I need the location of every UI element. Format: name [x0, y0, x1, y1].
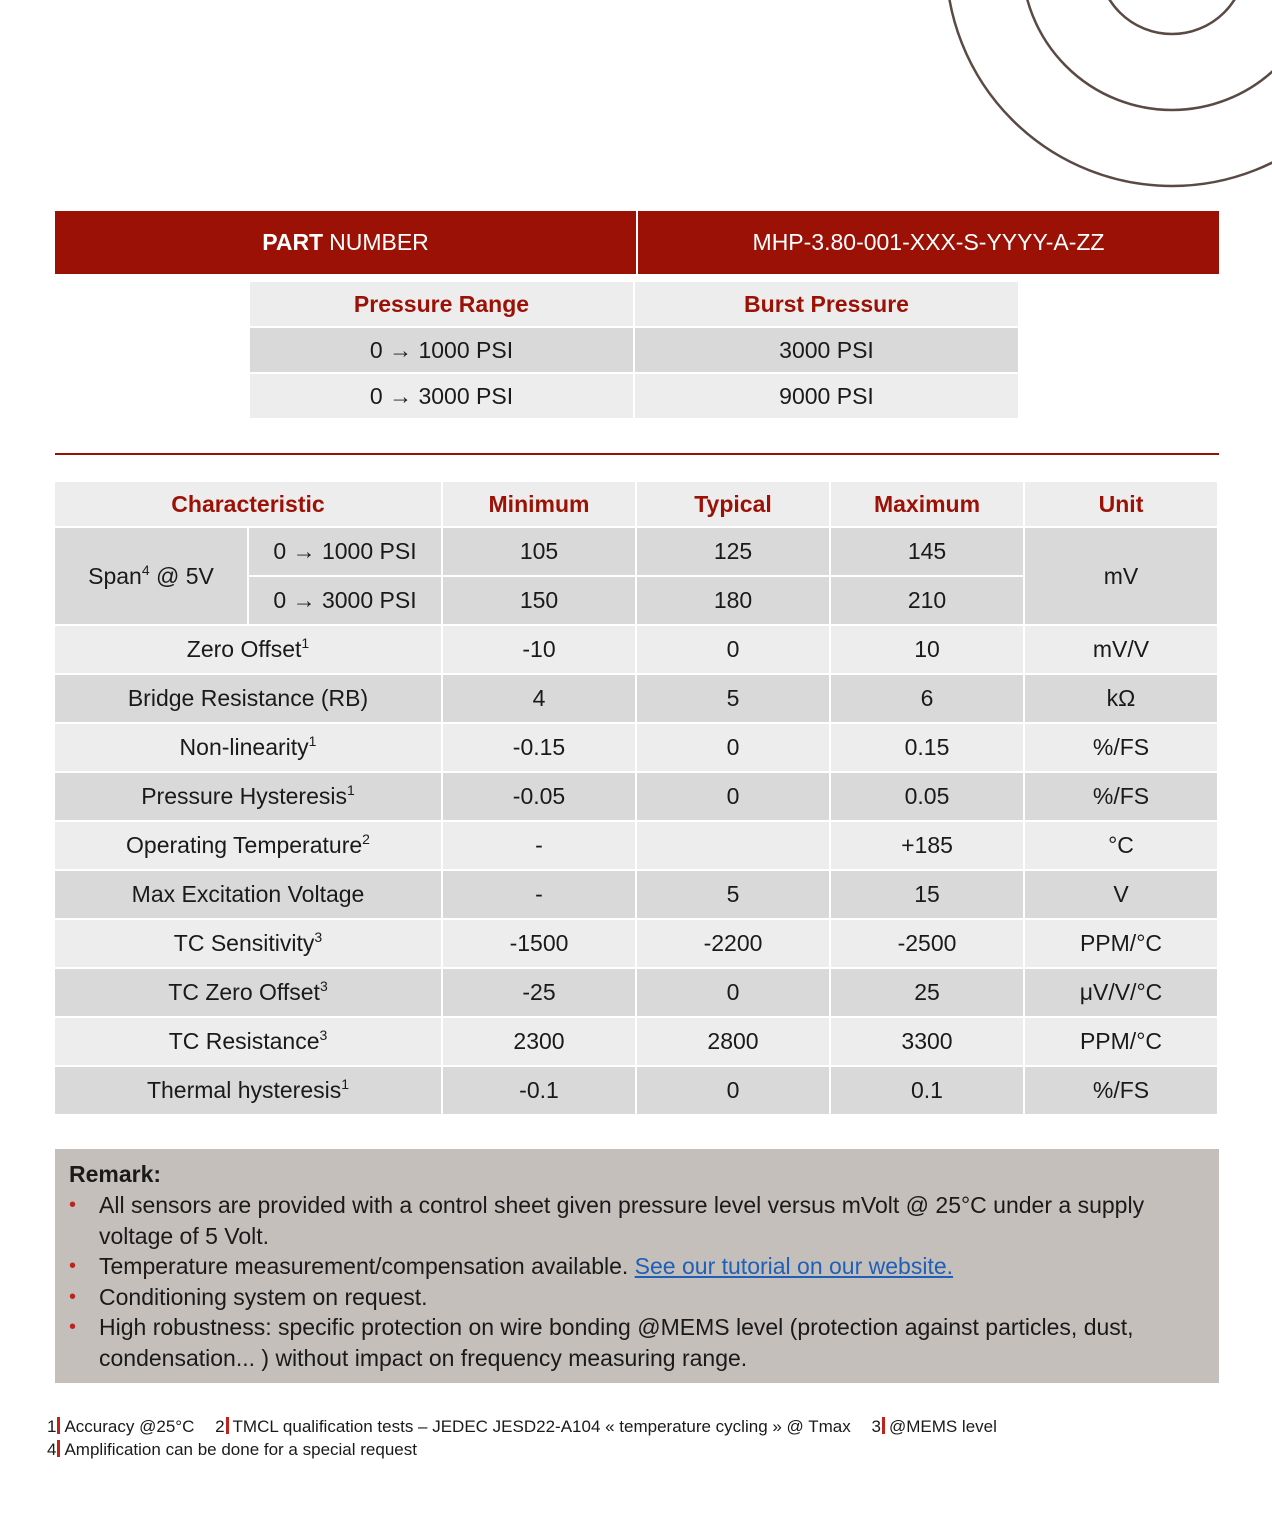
table-row: [55, 626, 1217, 673]
unit-cell: PPM/°C: [1025, 1018, 1217, 1065]
footnote-number: 3: [871, 1417, 881, 1436]
span-label: [55, 528, 247, 624]
footnote-bar: [882, 1417, 885, 1434]
footnote-ref: 3: [314, 929, 323, 945]
section-divider: [55, 453, 1219, 455]
characteristic-text: Bridge Resistance (RB): [127, 685, 369, 711]
footnote-text: Amplification can be done for a special request: [64, 1440, 417, 1459]
pressure-range-cell: 0 → 1000 PSI: [250, 328, 633, 372]
typ-cell: [637, 822, 829, 869]
pressure-table-row: [250, 374, 1018, 418]
characteristic-text: Non-linearity: [179, 734, 309, 760]
typ-cell: 5: [637, 871, 829, 918]
characteristic-name: [55, 871, 441, 918]
footnote-1: [47, 1417, 194, 1436]
span-max-cell: 210: [831, 577, 1023, 624]
footnote-4: [47, 1440, 417, 1459]
footnote-ref: 3: [319, 1027, 328, 1043]
unit-cell: PPM/°C: [1025, 920, 1217, 967]
typ-cell: 0: [637, 724, 829, 771]
part-number-label: [55, 211, 636, 274]
span-range-cell: 0 → 1000 PSI: [249, 528, 441, 575]
span-typ-cell: 125: [637, 528, 829, 575]
max-cell: 25: [831, 969, 1023, 1016]
footnote-2: [215, 1417, 851, 1436]
typ-cell: 0: [637, 969, 829, 1016]
min-cell: -: [443, 871, 635, 918]
characteristic-name: [55, 675, 441, 722]
part-number-label-bold: PART: [262, 229, 324, 255]
remark-text: Conditioning system on request.: [99, 1283, 428, 1310]
unit-cell: kΩ: [1025, 675, 1217, 722]
characteristic-name: [55, 724, 441, 771]
bullet-icon: •: [69, 1316, 77, 1338]
footnote-ref: 1: [341, 1076, 350, 1092]
span-label-text: Span: [88, 562, 142, 589]
footnote-ref: 2: [362, 831, 370, 847]
remark-text: Temperature measurement/compensation available.: [99, 1253, 635, 1279]
pressure-table-row: [250, 328, 1018, 372]
part-number-value: MHP-3.80-001-XXX-S-YYYY-A-ZZ: [638, 211, 1219, 274]
span-typ-cell: 180: [637, 577, 829, 624]
characteristic-name: [55, 626, 441, 673]
typical-header: Typical: [637, 482, 829, 526]
table-row: [55, 1018, 1217, 1065]
footnote-ref: 1: [308, 733, 317, 749]
part-number-label-rest: NUMBER: [329, 229, 429, 255]
characteristic-name: [55, 1018, 441, 1065]
table-row: [55, 724, 1217, 771]
min-cell: -1500: [443, 920, 635, 967]
max-cell: 10: [831, 626, 1023, 673]
unit-cell: V: [1025, 871, 1217, 918]
characteristic-text: TC Resistance: [168, 1028, 320, 1054]
characteristic-name: [55, 920, 441, 967]
table-row: [55, 871, 1217, 918]
decorative-arc-inner: [1098, 0, 1246, 34]
characteristic-text: Thermal hysteresis: [146, 1077, 342, 1103]
table-row: [55, 773, 1217, 820]
characteristic-name: [55, 773, 441, 820]
tutorial-link[interactable]: See our tutorial on our website.: [634, 1253, 954, 1279]
maximum-header: Maximum: [831, 482, 1023, 526]
max-cell: 0.15: [831, 724, 1023, 771]
table-row: [55, 969, 1217, 1016]
table-row: [55, 822, 1217, 869]
footnote-line: [47, 1438, 1013, 1461]
footnote-ref: 3: [319, 978, 328, 994]
span-min-cell: 105: [443, 528, 635, 575]
remark-box: [55, 1149, 1219, 1383]
typ-cell: 2800: [637, 1018, 829, 1065]
max-cell: 3300: [831, 1018, 1023, 1065]
footnote-number: 2: [215, 1417, 225, 1436]
footnote-text: Accuracy @25°C: [64, 1417, 195, 1436]
remark-item: [69, 1282, 1205, 1313]
minimum-header: Minimum: [443, 482, 635, 526]
burst-pressure-cell: 9000 PSI: [635, 374, 1018, 418]
remark-item: [69, 1190, 1205, 1251]
footnote-text: @MEMS level: [888, 1417, 997, 1436]
remark-item: [69, 1251, 1205, 1282]
characteristic-text: Zero Offset: [186, 636, 302, 662]
remark-list: [69, 1190, 1205, 1373]
span-label-suffix: @ 5V: [149, 562, 214, 589]
remark-title: Remark:: [69, 1161, 162, 1187]
characteristics-header: [55, 482, 1217, 526]
max-cell: +185: [831, 822, 1023, 869]
pressure-range-cell: 0 → 3000 PSI: [250, 374, 633, 418]
min-cell: -10: [443, 626, 635, 673]
unit-cell: %/FS: [1025, 1067, 1217, 1114]
unit-cell: %/FS: [1025, 724, 1217, 771]
characteristics-table: [53, 480, 1219, 1116]
pressure-table-header: [250, 282, 1018, 326]
burst-pressure-cell: 3000 PSI: [635, 328, 1018, 372]
pressure-range-header: Pressure Range: [250, 282, 633, 326]
typ-cell: 5: [637, 675, 829, 722]
decorative-arcs: [0, 0, 1272, 200]
remark-text: All sensors are provided with a control sheet given pressure level versus mVolt @ 25°C under a supply voltage of 5 Volt.: [99, 1192, 1145, 1249]
min-cell: -: [443, 822, 635, 869]
span-min-cell: 150: [443, 577, 635, 624]
bullet-icon: •: [69, 1285, 77, 1308]
footnotes: [47, 1415, 1013, 1461]
unit-cell: mV/V: [1025, 626, 1217, 673]
max-cell: -2500: [831, 920, 1023, 967]
min-cell: -0.15: [443, 724, 635, 771]
typ-cell: 0: [637, 626, 829, 673]
bullet-icon: •: [69, 1255, 77, 1277]
max-cell: 15: [831, 871, 1023, 918]
max-cell: 0.05: [831, 773, 1023, 820]
footnote-ref: 1: [346, 782, 355, 798]
characteristic-name: [55, 969, 441, 1016]
footnote-number: 1: [47, 1417, 57, 1436]
min-cell: -0.1: [443, 1067, 635, 1114]
span-unit-cell: mV: [1025, 528, 1217, 624]
pressure-range-table: [248, 280, 1020, 420]
characteristic-text: TC Zero Offset: [168, 979, 320, 1005]
table-row: [55, 920, 1217, 967]
footnote-line: [47, 1415, 1013, 1438]
burst-pressure-header: Burst Pressure: [635, 282, 1018, 326]
max-cell: 6: [831, 675, 1023, 722]
unit-cell: °C: [1025, 822, 1217, 869]
typ-cell: -2200: [637, 920, 829, 967]
footnote-bar: [226, 1417, 229, 1434]
typ-cell: 0: [637, 773, 829, 820]
table-row: [55, 1067, 1217, 1114]
characteristic-text: Max Excitation Voltage: [131, 881, 365, 907]
characteristic-name: [55, 1067, 441, 1114]
decorative-arc-middle: [1022, 0, 1272, 110]
min-cell: 2300: [443, 1018, 635, 1065]
footnote-bar: [57, 1440, 60, 1457]
min-cell: -25: [443, 969, 635, 1016]
unit-cell: μV/V/°C: [1025, 969, 1217, 1016]
characteristic-text: Operating Temperature: [126, 832, 363, 858]
span-max-cell: 145: [831, 528, 1023, 575]
footnote-bar: [57, 1417, 60, 1434]
unit-cell: %/FS: [1025, 773, 1217, 820]
footnote-ref: 1: [301, 635, 310, 651]
span-range-cell: 0 → 3000 PSI: [249, 577, 441, 624]
unit-header: Unit: [1025, 482, 1217, 526]
span-row-1000: [55, 528, 1217, 575]
footnote-text: TMCL qualification tests – JEDEC JESD22-A104 « temperature cycling » @ Tmax: [232, 1417, 851, 1436]
min-cell: -0.05: [443, 773, 635, 820]
characteristic-name: [55, 822, 441, 869]
characteristic-text: TC Sensitivity: [173, 930, 315, 956]
characteristic-header: Characteristic: [55, 482, 441, 526]
typ-cell: 0: [637, 1067, 829, 1114]
footnote-number: 4: [47, 1440, 57, 1459]
remark-item: [69, 1312, 1205, 1373]
min-cell: 4: [443, 675, 635, 722]
max-cell: 0.1: [831, 1067, 1023, 1114]
footnote-3: [871, 1417, 996, 1436]
remark-text: High robustness: specific protection on wire bonding @MEMS level (protection against particles, dust, condensation... ) without impact on frequency measuring range.: [99, 1314, 1134, 1371]
span-footnote-ref: 4: [141, 561, 150, 578]
characteristic-text: Pressure Hysteresis: [141, 783, 347, 809]
decorative-arc-outer: [946, 0, 1272, 186]
part-number-header: [55, 211, 1219, 274]
bullet-icon: •: [69, 1194, 77, 1216]
table-row: [55, 675, 1217, 722]
